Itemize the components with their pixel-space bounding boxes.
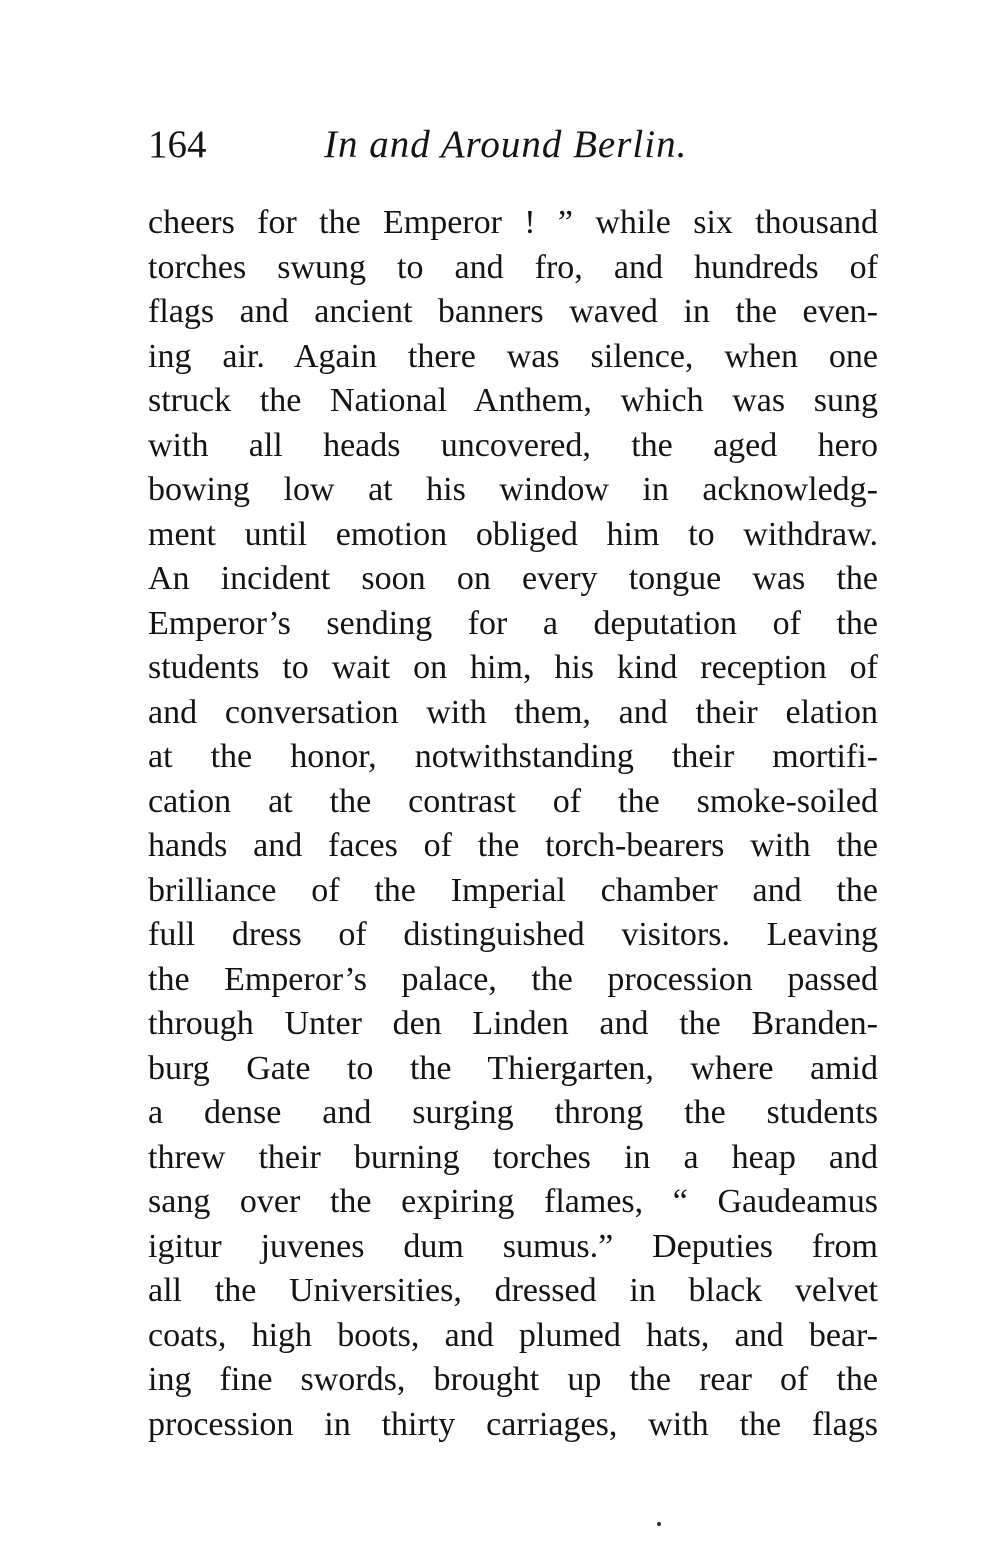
text-line: torches swung to and fro, and hundreds of [148,248,878,286]
text-line: cation at the contrast of the smoke-soiled [148,782,878,820]
page-number: 164 [148,123,207,166]
text-line: coats, high boots, and plumed hats, and bear- [148,1316,878,1354]
text-line: cheers for the Emperor ! ” while six thousand [148,204,878,241]
text-line: sang over the expiring flames, “ Gaudeamus [148,1183,878,1220]
text-line: a dense and surging throng the students [148,1094,878,1131]
text-line: threw their burning torches in a heap and [148,1138,878,1176]
running-head [148,120,878,180]
text-line: An incident soon on every tongue was the [148,560,878,597]
text-line: the Emperor’s palace, the procession passed [148,960,878,998]
text-line: bowing low at his window in acknowledg- [148,471,878,508]
text-line: ing air. Again there was silence, when one [148,337,878,375]
text-line: full dress of distinguished visitors. Leaving [148,916,878,953]
text-line: igitur juvenes dum sumus.” Deputies from [148,1227,878,1265]
text-line: all the Universities, dressed in black velvet [148,1272,878,1309]
text-line: procession in thirty carriages, with the flags [148,1405,878,1443]
text-line: students to wait on him, his kind reception of [148,649,878,686]
print-speck [657,1522,661,1526]
running-title: In and Around Berlin. [324,123,688,166]
text-line: burg Gate to the Thiergarten, where amid [148,1049,878,1087]
text-line: with all heads uncovered, the aged hero [148,426,878,464]
text-line: ing fine swords, brought up the rear of the [148,1361,878,1398]
text-line: at the honor, notwithstanding their mortifi- [148,738,878,775]
text-line: Emperor’s sending for a deputation of the [148,604,878,642]
text-line: flags and ancient banners waved in the even- [148,293,878,330]
text-line: ment until emotion obliged him to withdraw. [148,515,878,553]
text-line: hands and faces of the torch-bearers with the [148,827,878,864]
body-text [148,201,878,1447]
text-line: through Unter den Linden and the Branden- [148,1005,878,1042]
text-line: struck the National Anthem, which was sung [148,382,878,419]
text-line: brilliance of the Imperial chamber and the [148,871,878,909]
text-line: and conversation with them, and their elation [148,693,878,731]
